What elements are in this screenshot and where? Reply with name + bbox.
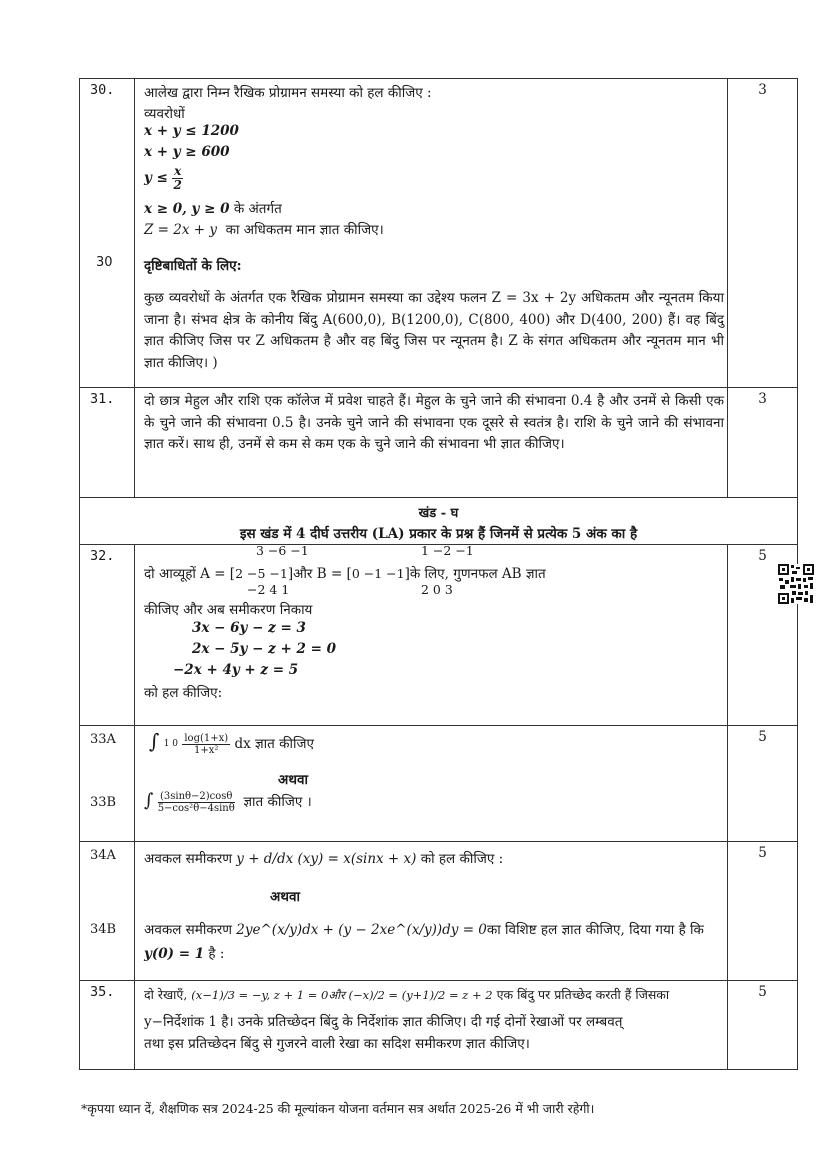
q30-c3-fraction: [172, 165, 183, 192]
question-body: [135, 388, 728, 498]
q34-marks: 5: [728, 842, 798, 981]
q34b-end: है :: [208, 946, 225, 962]
q35-line-2: y−निर्देशांक 1 है। उनके प्रतिच्छेदन बिंदु के निर्देशांक ज्ञात कीजिए। दी गई दोनों रेखाओं पर लम्बवत्: [144, 1014, 623, 1030]
q32-prefix: दो आव्यूहों A = [: [144, 566, 236, 582]
integral-sign-icon: ∫: [149, 729, 160, 753]
q35-suffix: एक बिंदु पर प्रतिच्छेद करती हैं जिसका: [496, 987, 670, 1002]
question-row-35: [80, 981, 798, 1070]
q34a-prefix: अवकल समीकरण: [144, 851, 232, 867]
q33a-den: 1+x²: [194, 745, 219, 756]
question-table: [79, 78, 798, 1070]
q30-constraint-1: x + y ≤ 1200: [144, 123, 239, 139]
q33a-limits-text: 1 0: [163, 739, 179, 749]
q35-marks: 5: [728, 981, 798, 1070]
q30-vi-text: कुछ व्यवरोधों के अंतर्गत एक रैखिक प्रोग्रामन समस्या का उद्देश्य फलन Z = 3x + 2y अधिकतम और न्यूनतम किया जाना है। संभव क्षेत्र के कोनीय बिंदु A(600,0), B(1200,0), C(800, 400) और D(400, 200) हैं। वह बिंदु ज्ञात कीजिए जिस पर Z अधिकतम है और वह बिंदु जिस पर न्यूनतम है। Z के संगत अधिकतम और न्यूनतम मान भी ज्ञात कीजिए। ): [144, 290, 724, 371]
matrix-b-row-2: 0 −1 −1: [351, 566, 405, 581]
q30-constraints-label: व्यवरोधों: [144, 106, 185, 122]
section-title: खंड - घ: [418, 506, 459, 521]
q33a-integral: [149, 729, 314, 756]
q32-eq-2: 2x − 5y − z + 2 = 0: [192, 641, 336, 657]
matrix-a-row-2: 2 −5 −1: [235, 566, 288, 581]
q32-number: 32.: [80, 545, 135, 726]
q33-marks: 5: [728, 726, 798, 842]
q34-or: अथवा: [270, 889, 300, 905]
q34b-prefix: अवकल समीकरण: [144, 922, 232, 938]
question-body: [135, 79, 728, 388]
question-row-32: [80, 545, 798, 726]
question-body: [135, 842, 728, 981]
q31-marks: 3: [728, 388, 798, 498]
q34b-text: का विशिष्ट हल ज्ञात कीजिए, दिया गया है कि: [486, 922, 704, 938]
q30-c3-num: x: [174, 164, 182, 178]
q30-vi-number: 30: [96, 255, 113, 270]
q33a-limits: [164, 739, 178, 750]
q35-eq: (x−1)/3 = −y, z + 1 = 0और (−x)/2 = (y+1)/2 = z + 2: [191, 988, 493, 1002]
q32-suffix: ]के लिए, गुणनफल AB ज्ञात: [404, 566, 546, 582]
question-body: [135, 726, 728, 842]
q33a-fraction: [182, 733, 230, 756]
q34a-number: 34A: [90, 848, 116, 863]
q30-c4-text: के अंतर्गत: [233, 201, 282, 217]
q33b-number: 33B: [90, 795, 117, 810]
q35-number: 35.: [80, 981, 135, 1070]
q32-eq-3: −2x + 4y + z = 5: [173, 662, 299, 678]
q34-number-cell: [80, 842, 135, 981]
question-row-33: [80, 726, 798, 842]
q30-c3-den: 2: [173, 178, 182, 192]
q33-or: अथवा: [278, 772, 308, 788]
q30-objective: [144, 220, 384, 238]
section-subtitle: इस खंड में 4 दीर्घ उत्तरीय (LA) प्रकार के प्रश्न हैं जिनमें से प्रत्येक 5 अंक का है: [239, 526, 638, 542]
q34b-cond: y(0) = 1: [144, 946, 205, 962]
q34a-line: [144, 849, 503, 867]
question-row-31: [80, 388, 798, 498]
question-body: [135, 981, 728, 1070]
q30-objective-eq: Z = 2x + y: [144, 222, 217, 238]
q30-vi-heading: दृष्टिबाधितों के लिए:: [144, 258, 242, 274]
integral-sign-icon: ∫: [144, 790, 154, 811]
q30-constraint-4: [144, 199, 282, 217]
q30-intro: आलेख द्वारा निम्न रैखिक प्रोग्रामन समस्या को हल कीजिए :: [144, 85, 432, 101]
q33a-num: log(1+x): [184, 733, 229, 744]
question-row-34: [80, 842, 798, 981]
qr-code-icon: [778, 564, 814, 604]
q30-constraint-2: x + y ≥ 600: [144, 144, 230, 160]
q34a-text: को हल कीजिए :: [420, 851, 504, 867]
question-marks: 3: [728, 79, 798, 388]
q32-marks: 5: [728, 545, 798, 726]
matrix-a-row-1: 3 −6 −1: [256, 543, 309, 558]
q31-text: दो छात्र मेहुल और राशि एक कॉलेज में प्रवेश चाहते हैं। मेहुल के चुने जाने की संभावना 0.4 है और उनमें से किसी एक के चुने जाने की संभावना 0.5 है। उनके चुने जाने की संभावना एक दूसरे से स्वतंत्र है। राशि के चुने जाने की संभावना ज्ञात करें। साथ ही, उनमें से कम से कम एक के चुने जाने की संभावना भी ज्ञात कीजिए।: [144, 393, 724, 452]
q32-line-1: [144, 564, 546, 582]
question-number: [80, 79, 135, 388]
q30-objective-text: का अधिकतम मान ज्ञात कीजिए।: [225, 222, 384, 238]
matrix-a-row-3: −2 4 1: [247, 582, 290, 597]
question-row-30: [80, 79, 798, 388]
question-body: [135, 545, 728, 726]
q31-number: 31.: [80, 388, 135, 498]
q35-prefix: दो रेखाएँ,: [144, 987, 188, 1002]
q33a-text: dx ज्ञात कीजिए: [234, 736, 314, 752]
q33a-number: 33A: [90, 732, 116, 747]
q34b-line: [144, 920, 704, 938]
q33b-integral: [144, 790, 312, 814]
q32-line-2: कीजिए और अब समीकरण निकाय: [144, 602, 313, 618]
q34b-eq: 2ye^(x/y)dx + (y − 2xe^(x/y))dy = 0: [236, 922, 487, 938]
footer-note: *कृपया ध्यान दें, शैक्षणिक सत्र 2024-25 की मूल्यांकन योजना वर्तमान सत्र अर्थात 2025-26 में भी जारी रहेगी।: [81, 1101, 595, 1116]
q33-number-cell: [80, 726, 135, 842]
q35-line-3: तथा इस प्रतिच्छेदन बिंदु से गुजरने वाली रेखा का सदिश समीकरण ज्ञात कीजिए।: [144, 1036, 530, 1052]
q32-line-end: को हल कीजिए:: [144, 685, 223, 701]
q34b-cond-line: [144, 944, 224, 962]
q34a-eq: y + d/dx (xy) = x(sinx + x): [236, 851, 417, 867]
q33b-fraction: [158, 791, 235, 814]
matrix-b-row-3: 2 0 3: [421, 582, 453, 597]
q34b-number: 34B: [90, 922, 117, 937]
q30-c3-lhs: y ≤: [144, 170, 168, 186]
q30-constraint-3: [144, 165, 183, 192]
q35-line-1: [144, 986, 669, 1003]
q33b-text: ज्ञात कीजिए ।: [243, 794, 312, 810]
q33b-num: (3sinθ−2)cosθ: [158, 791, 235, 803]
section-heading: [80, 498, 798, 545]
q32-eq-1: 3x − 6y − z = 3: [192, 620, 306, 636]
q33b-den: 5−cos²θ−4sinθ: [157, 803, 235, 814]
section-heading-row: [80, 498, 798, 545]
matrix-b-row-1: 1 −2 −1: [421, 543, 474, 558]
q30-c4-eq: x ≥ 0, y ≥ 0: [144, 201, 230, 217]
q32-mid: ]और B = [: [287, 566, 352, 582]
q30-number: 30.: [90, 82, 115, 98]
